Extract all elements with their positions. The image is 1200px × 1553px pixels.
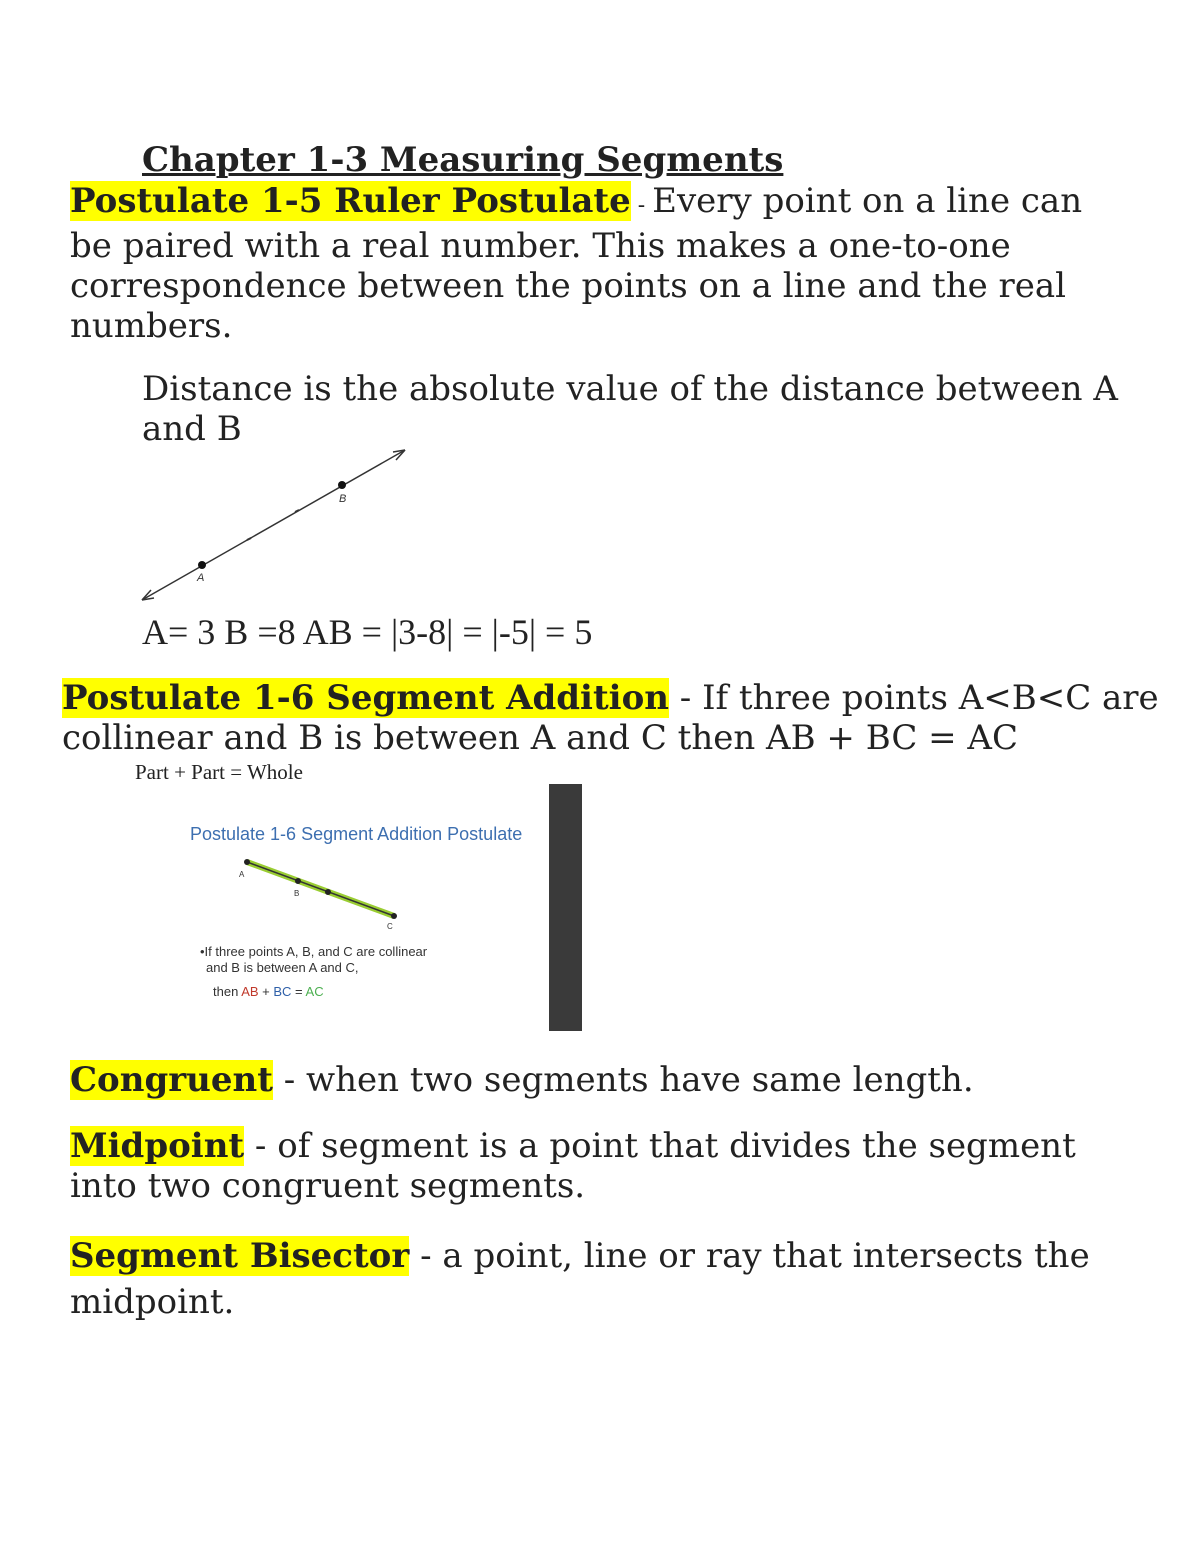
segment-addition-term: Postulate 1-6 Segment Addition <box>62 678 669 718</box>
point-a <box>244 859 250 865</box>
bisector-term: Segment Bisector <box>70 1236 410 1276</box>
label-b: B <box>339 493 347 505</box>
midpoint-term: Midpoint <box>70 1126 245 1166</box>
label-a: A <box>239 870 245 879</box>
segment-addition-line2: collinear and B is between A and C then AB + BC = AC <box>62 718 1019 758</box>
point-b <box>338 481 346 489</box>
congruent-definition <box>70 1060 974 1100</box>
midpoint-def-line1: - of segment is a point that divides the segment <box>244 1126 1076 1166</box>
ruler-def-line2: be paired with a real number. This makes a one-to-one <box>70 226 1011 266</box>
bisector-def-line2: midpoint. <box>70 1282 235 1322</box>
point-b <box>295 878 301 884</box>
bisector-definition <box>70 1233 1090 1325</box>
point-a <box>198 561 206 569</box>
segment-addition <box>62 678 1159 758</box>
ruler-def-line1: Every point on a line can <box>652 181 1083 221</box>
segment-addition-figure <box>180 808 540 1008</box>
part-whole-note: Part + Part = Whole <box>135 760 303 784</box>
bisector-def-line1: - a point, line or ray that intersects the <box>409 1236 1090 1276</box>
ruler-dash: - <box>630 193 653 218</box>
ruler-def-line3: correspondence between the points on a line and the real <box>70 266 1067 306</box>
ruler-def-line4: numbers. <box>70 306 233 346</box>
congruent-term: Congruent <box>70 1060 273 1100</box>
dark-bar <box>549 784 582 1031</box>
point-c <box>391 913 397 919</box>
tick-mark <box>247 538 251 540</box>
distance-line1: Distance is the absolute value of the distance between A <box>142 369 1118 409</box>
label-b: B <box>294 889 300 898</box>
figure-formula: then AB + BC = AC <box>213 984 324 999</box>
ruler-postulate-term: Postulate 1-5 Ruler Postulate <box>70 181 631 221</box>
label-a: A <box>197 572 205 584</box>
midpoint-def-line2: into two congruent segments. <box>70 1166 586 1206</box>
line-ab <box>142 450 405 600</box>
figure-text-line1: •If three points A, B, and C are collinear <box>200 944 428 959</box>
distance-line2: and B <box>142 409 242 449</box>
number-line-figure <box>130 440 420 610</box>
ruler-postulate <box>70 181 1082 346</box>
page-title: Chapter 1-3 Measuring Segments <box>142 140 784 180</box>
distance-example: A= 3 B =8 AB = |3-8| = |-5| = 5 <box>142 612 593 652</box>
label-c: C <box>387 922 393 931</box>
figure-text-line2: and B is between A and C, <box>206 960 359 975</box>
figure-title: Postulate 1-6 Segment Addition Postulate <box>190 824 523 844</box>
midpoint-definition <box>70 1126 1076 1206</box>
point-mid <box>325 889 331 895</box>
tick-mark <box>295 510 299 512</box>
segment-ac <box>247 862 394 916</box>
segment-addition-line1: - If three points A<B<C are <box>668 678 1159 718</box>
distance-text <box>142 369 1118 449</box>
congruent-def: - when two segments have same length. <box>272 1060 974 1100</box>
